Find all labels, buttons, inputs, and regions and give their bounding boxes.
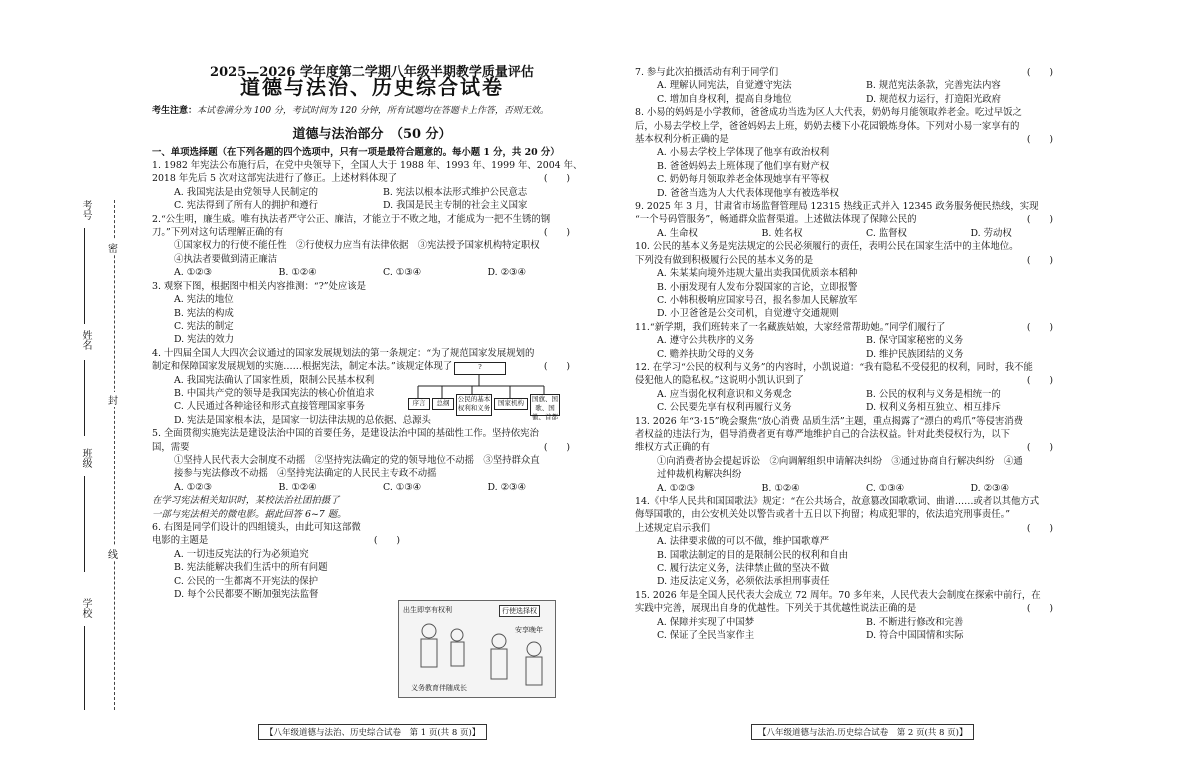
- option-line: B. 宪法的构成: [174, 307, 234, 319]
- question-stem-text: 侵犯他人的隐私权。”这说明小凯认识到了: [635, 375, 804, 387]
- question-stem-line: [635, 602, 1075, 615]
- option-choice: B. 姓名权: [761, 227, 803, 239]
- question-stem-text: 4. 十四届全国人大四次会议通过的国家发展规划法的第一条规定：“为了规范国家发展规划的: [152, 347, 535, 359]
- question-stem-line: [152, 280, 592, 293]
- section-title: 道德与法治部分 （50 分）: [292, 127, 452, 143]
- question-stem-text: 10. 公民的基本义务是宪法规定的公民必须履行的责任，表明公民在国家生活中的主体地位。: [635, 241, 1019, 253]
- answer-parentheses: ( ): [1026, 134, 1053, 146]
- question-stem-text: 上述规定启示我们: [635, 522, 711, 534]
- question-stem-line: [152, 172, 592, 185]
- question-block: [635, 495, 1075, 589]
- name-line: [84, 360, 85, 436]
- answer-parentheses: ( ): [543, 441, 570, 453]
- cartoon-label-elderly: 安享晚年: [515, 626, 543, 634]
- question-stem-text: 实践中完善，展现出自身的优越性。下列关于其优越性说法正确的是: [635, 603, 917, 615]
- question-stem-line: [635, 213, 1075, 226]
- notice-label: 考生注意：: [152, 105, 198, 116]
- seal-mark-mi: 密: [108, 240, 118, 255]
- option-line: A. 我国宪法确认了国家性质，限制公民基本权利: [174, 374, 375, 386]
- option-line: A. 一切违反宪法的行为必须追究: [174, 548, 309, 560]
- question-stem-text: 12. 在学习“公民的权利与义务”的内容时，小凯说道：“我有隐私不受侵犯的权利，同时，我不能: [635, 361, 1033, 373]
- option-choice: B. ①②④: [278, 267, 317, 279]
- question-stem-text: 8. 小易的妈妈是小学教师，爸爸成功当选为区人大代表，奶奶每月能领取养老金。吃过早饭之: [635, 107, 1022, 119]
- answer-parentheses: ( ): [1026, 321, 1053, 333]
- question-stem-text: “一个号码管服务”，畅通群众监督渠道。上述做法体现了保障公民的: [635, 214, 917, 226]
- option-line: A. 朱某某向境外违规大量出卖我国优质亲本稻种: [657, 268, 858, 280]
- answer-parentheses: ( ): [543, 227, 570, 239]
- option-choice: C. 公民要先享有权利再履行义务: [657, 402, 792, 414]
- answer-parentheses: ( ): [1026, 442, 1053, 454]
- option-choice: A. 我国宪法是由党领导人民制定的: [174, 186, 318, 198]
- option-line: ①坚持人民代表大会制度不动摇 ②坚持宪法确定的党的领导地位不动摇 ③坚持群众直: [174, 454, 540, 466]
- option-line: C. 小韩积极响应国家号召，报名参加人民解放军: [657, 294, 858, 306]
- exam-notice: [152, 105, 592, 118]
- question-stem-text: 制定和保障国家发展规划的实施……根据宪法，制定本法。”该规定体现了: [152, 361, 453, 373]
- question-stem-text: 后，小易去学校上学，爸爸妈妈去上班，奶奶去楼下小花园锻炼身体。下列对小易一家享有的: [635, 120, 1020, 132]
- constitution-structure-diagram: [406, 360, 556, 424]
- answer-parentheses: ( ): [373, 535, 400, 547]
- option-line: B. 爸爸妈妈去上班体现了他们享有财产权: [657, 160, 830, 172]
- option-line: A. 小易去学校上学体现了他享有政治权利: [657, 147, 830, 159]
- question-stem-text: 基本权利分析正确的是: [635, 134, 729, 146]
- option-row: [152, 481, 592, 494]
- question-stem-line: [152, 213, 592, 226]
- option-row: [152, 186, 592, 199]
- page-2-content: [635, 66, 1075, 642]
- notice-text: 本试卷满分为 100 分，考试时间为 120 分钟，所有试题均在答题卡上作答，否则无效。: [197, 105, 549, 116]
- question-stem-line: [635, 415, 1075, 428]
- option-choice: C. 宪法得到了所有人的拥护和遵行: [174, 200, 319, 212]
- option-choice: D. ②③④: [487, 267, 526, 279]
- exam-title-line2: 道德与法治、历史综合试卷: [240, 75, 504, 100]
- question-stem-text: 一部与宪法相关的微电影。据此回答 6~7 题。: [152, 508, 347, 520]
- option-row: [152, 266, 592, 279]
- option-row: [635, 93, 1075, 106]
- question-block: [635, 66, 1075, 106]
- option-choice: D. 权利义务相互独立、相互排斥: [866, 402, 1002, 414]
- question-stem-line: [152, 441, 592, 454]
- option-row: [635, 388, 1075, 401]
- option-choice: A. ①②③: [174, 481, 212, 493]
- question-block: [635, 240, 1075, 320]
- school-line: [84, 626, 85, 710]
- question-stem-text: 5. 全面贯彻实施宪法是建设法治中国的首要任务，是建设法治中国的基础性工作。坚持依宪治: [152, 428, 539, 440]
- answer-parentheses: ( ): [1026, 67, 1053, 78]
- question-stem-text: 2.“公生明，廉生威。唯有执法者严守公正、廉洁，才能立于不败之地，才能成为一把不生锈的钢: [152, 213, 551, 225]
- question-stem-line: [152, 226, 592, 239]
- option-choice: A. 遵守公共秩序的义务: [657, 335, 755, 347]
- question-stem-line: [152, 534, 592, 547]
- option-choice: D. 劳动权: [970, 227, 1012, 239]
- option-choice: C. 赡养扶助父母的义务: [657, 348, 755, 360]
- cartoon-label-education: 义务教育伴随成长: [411, 684, 467, 692]
- question-stem-line: [635, 522, 1075, 535]
- question-block: [635, 200, 1075, 240]
- question-stem-line: [635, 120, 1075, 133]
- seal-mark-feng: 封: [108, 392, 118, 407]
- option-line: B. 国歌法制定的目的是限制公民的权利和自由: [657, 549, 848, 561]
- diagram-box-rights: 公民的基本权利和义务: [456, 394, 492, 416]
- option-line: C. 奶奶每月领取养老金体现她享有平等权: [657, 174, 830, 186]
- diagram-box-preamble: 序言: [408, 398, 430, 410]
- question-stem-text: 刀。”下列对这句话理解正确的有: [152, 227, 284, 239]
- binding-margin: [70, 0, 146, 758]
- question-block: [635, 361, 1075, 415]
- option-row: [635, 401, 1075, 414]
- exam-number-line: [84, 228, 85, 324]
- option-line: A. 法律要求做的可以不做，维护国歌尊严: [657, 536, 830, 548]
- seal-dashed-line: [114, 200, 115, 710]
- question-stem-line: [635, 133, 1075, 146]
- option-choice: A. 理解认同宪法，自觉遵守宪法: [657, 80, 792, 92]
- diagram-box-general: 总纲: [432, 398, 454, 410]
- question-stem-text: 电影的主题是: [152, 535, 209, 547]
- option-choice: A. 生命权: [657, 227, 698, 239]
- option-line: 接参与宪法修改不动摇 ④坚持宪法确定的人民民主专政不动摇: [174, 468, 437, 480]
- exam-number-label: 考号: [80, 200, 91, 220]
- question-stem-text: 1. 1982 年宪法公布施行后，在党中央领导下，全国人大于 1988 年、1993 年、1999 年、2004 年、: [152, 160, 583, 172]
- option-choice: B. 公民的权利与义务是相统一的: [866, 388, 1001, 400]
- option-choice: A. 保障并实现了中国梦: [657, 616, 755, 628]
- answer-parentheses: ( ): [543, 361, 570, 373]
- cartoon-figures: [399, 601, 555, 697]
- option-row: [635, 334, 1075, 347]
- name-label: 姓名: [80, 330, 91, 350]
- cartoon-label-vote: 行使选择权: [499, 605, 540, 617]
- page-2: [595, 0, 1190, 758]
- question-stem-line: [152, 508, 592, 521]
- option-choice: D. 维护民族团结的义务: [866, 348, 964, 360]
- seal-mark-xian: 线: [108, 546, 118, 561]
- question-stem-text: 在学习宪法相关知识时，某校法治社团拍摄了: [152, 495, 340, 507]
- option-line: D. 违反法定义务，必须依法承担刑事责任: [657, 576, 830, 588]
- question-block: [152, 521, 592, 601]
- answer-parentheses: ( ): [1026, 254, 1053, 266]
- question-stem-text: 维权方式正确的有: [635, 442, 711, 454]
- option-row: [635, 348, 1075, 361]
- question-stem-text: 13. 2026 年“3·15”晚会聚焦“放心消费 品质生活”主题，重点揭露了“漂白的鸡爪”等侵害消费: [635, 415, 1023, 427]
- option-choice: D. 我国是民主专制的社会主义国家: [383, 200, 528, 212]
- question-stem-text: 9. 2025 年 3 月，甘肃省市场监督管理局 12315 热线正式并入 12345 政务服务便民热线，实现: [635, 201, 1039, 213]
- question-stem-line: [152, 521, 592, 534]
- question-block: [635, 589, 1075, 643]
- question-block: [152, 280, 592, 347]
- question-stem-text: 侮辱国歌的，由公安机关处以警告或者十五日以下拘留；构成犯罪的，依法追究刑事责任。”: [635, 509, 1011, 521]
- question-stem-line: [152, 159, 592, 172]
- question-stem-text: 14.《中华人民共和国国歌法》规定：“在公共场合，故意篡改国歌歌词、曲谱……或者以其他方式: [635, 496, 1040, 507]
- question-stem-text: 7. 参与此次拍摄活动有利于同学们: [635, 67, 779, 78]
- cartoon-label-birth: 出生即享有权利: [403, 606, 452, 614]
- option-choice: D. 符合中国国情和实际: [866, 630, 964, 642]
- question-stem-text: 11.“新学期，我们班转来了一名藏族姑娘，大家经常帮助她。”同学们履行了: [635, 321, 946, 333]
- option-line: D. 每个公民都要不断加强宪法监督: [174, 589, 319, 601]
- option-choice: B. ①②④: [761, 482, 800, 494]
- option-line: C. 公民的一生都离不开宪法的保护: [174, 575, 319, 587]
- part1-heading: 一、单项选择题（在下列各题的四个选项中，只有一项是最符合题意的。每小题 1 分，共 20 分）: [152, 146, 560, 158]
- question-stem-line: [152, 494, 592, 507]
- footer-page-1: 【八年级道德与法治、历史综合试卷 第 1 页(共 8 页)】: [258, 724, 487, 740]
- option-choice: C. 监督权: [866, 227, 907, 239]
- option-choice: D. ②③④: [970, 482, 1009, 494]
- answer-parentheses: ( ): [1026, 214, 1053, 226]
- question-stem-line: [635, 321, 1075, 334]
- option-line: A. 宪法的地位: [174, 294, 234, 306]
- option-row: [635, 616, 1075, 629]
- option-choice: C. ①③④: [383, 481, 422, 493]
- question-block: [152, 213, 592, 280]
- question-stem-text: 下列没有做到积极履行公民的基本义务的是: [635, 254, 814, 266]
- right-question-list: [635, 66, 1075, 642]
- question-stem-line: [635, 254, 1075, 267]
- question-block: [152, 494, 592, 521]
- option-row: [635, 629, 1075, 642]
- option-line: B. 中国共产党的领导是我国宪法的核心价值追求: [174, 387, 375, 399]
- option-line: B. 小丽发现有人发布分裂国家的言论，立即报警: [657, 281, 858, 293]
- micro-film-cartoon: [398, 600, 556, 698]
- question-stem-line: [635, 374, 1075, 387]
- option-line: B. 宪法能解决我们生活中的所有问题: [174, 562, 328, 574]
- question-stem-line: [635, 361, 1075, 374]
- option-choice: A. ①②③: [657, 482, 695, 494]
- option-choice: C. 增加自身权利，提高自身地位: [657, 93, 792, 105]
- question-stem-text: 15. 2026 年是全国人民代表大会成立 72 周年。70 多年来，人民代表大会制度在探索中前行，在: [635, 589, 1041, 601]
- question-stem-line: [635, 428, 1075, 441]
- option-row: [635, 482, 1075, 495]
- question-stem-text: 3. 观察下图，根据图中相关内容推测：“?”处应该是: [152, 280, 367, 292]
- option-line: D. 宪法的效力: [174, 334, 235, 346]
- diagram-top-box: ?: [454, 362, 506, 375]
- option-line: ④执法者要做到清正廉洁: [174, 253, 278, 265]
- question-block: [635, 106, 1075, 200]
- answer-parentheses: ( ): [1026, 603, 1053, 615]
- option-choice: C. 保证了全民当家作主: [657, 630, 755, 642]
- question-stem-line: [635, 495, 1075, 508]
- diagram-box-organs: 国家机构: [494, 398, 528, 410]
- option-choice: B. 规范宪法条款，完善宪法内容: [866, 80, 1001, 92]
- question-stem-line: [635, 200, 1075, 213]
- question-block: [635, 415, 1075, 495]
- question-stem-line: [635, 508, 1075, 521]
- option-choice: A. ①②③: [174, 267, 212, 279]
- option-choice: B. ①②④: [278, 481, 317, 493]
- option-choice: B. 不断进行修改和完善: [866, 616, 964, 628]
- question-stem-text: 6. 右图是同学们设计的四组镜头，由此可知这部微: [152, 522, 361, 533]
- question-block: [152, 427, 592, 494]
- question-stem-text: 2018 年先后 5 次对这部宪法进行了修正。上述材料体现了: [152, 173, 398, 185]
- question-stem-line: [635, 66, 1075, 79]
- option-choice: B. 宪法以根本法形式维护公民意志: [383, 186, 528, 198]
- option-choice: C. ①③④: [383, 267, 422, 279]
- option-line: 过仲裁机构解决纠纷: [657, 469, 742, 481]
- diagram-box-symbols: 国旗、国歌、国徽、首都: [532, 395, 558, 421]
- option-line: D. 爸爸当选为人大代表体现他享有被选举权: [657, 187, 839, 199]
- answer-parentheses: ( ): [1026, 522, 1053, 534]
- option-line: ①向消费者协会提起诉讼 ②向调解组织申请解决纠纷 ③通过协商自行解决纠纷 ④通: [657, 455, 1023, 467]
- option-row: [152, 199, 592, 212]
- question-block: [152, 159, 592, 213]
- option-row: [635, 79, 1075, 92]
- answer-parentheses: ( ): [543, 173, 570, 185]
- question-stem-line: [152, 347, 592, 360]
- class-line: [84, 476, 85, 572]
- question-stem-line: [635, 106, 1075, 119]
- answer-parentheses: ( ): [1026, 375, 1053, 387]
- question-stem-line: [635, 441, 1075, 454]
- option-choice: A. 应当弱化权利意识和义务观念: [657, 388, 792, 400]
- option-line: C. 人民通过各种途径和形式直接管理国家事务: [174, 401, 365, 413]
- option-line: C. 履行法定义务，法律禁止做的坚决不做: [657, 563, 830, 575]
- option-row: [635, 227, 1075, 240]
- exam-title-line1: 2025—2026 学年度第二学期八年级半期教学质量评估: [210, 65, 534, 80]
- school-label: 学校: [80, 598, 91, 618]
- option-line: D. 宪法是国家根本法，是国家一切法律法规的总依据、总源头: [174, 414, 431, 426]
- option-choice: D. 规范权力运行，打造阳光政府: [866, 93, 1002, 105]
- option-choice: B. 保守国家秘密的义务: [866, 335, 964, 347]
- question-block: [635, 321, 1075, 361]
- option-line: C. 宪法的制定: [174, 320, 234, 332]
- question-stem-line: [635, 589, 1075, 602]
- option-line: D. 小卫爸爸是公交司机，自觉遵守交通规则: [657, 308, 839, 320]
- question-stem-text: 者权益的违法行为，倡导消费者更有尊严地维护自己的合法权益。针对此类侵权行为，以下: [635, 428, 1011, 440]
- option-choice: C. ①③④: [866, 482, 905, 494]
- page-1-content: [152, 66, 592, 601]
- class-label: 班级: [80, 448, 91, 468]
- question-stem-line: [152, 427, 592, 440]
- option-choice: D. ②③④: [487, 481, 526, 493]
- option-line: ①国家权力的行使不能任性 ②行使权力应当有法律依据 ③宪法授予国家机构特定职权: [174, 240, 540, 252]
- question-stem-text: 国，需要: [152, 441, 190, 453]
- footer-page-2: 【八年级道德与法治.历史综合试卷 第 2 页(共 8 页)】: [751, 724, 974, 740]
- question-stem-line: [635, 240, 1075, 253]
